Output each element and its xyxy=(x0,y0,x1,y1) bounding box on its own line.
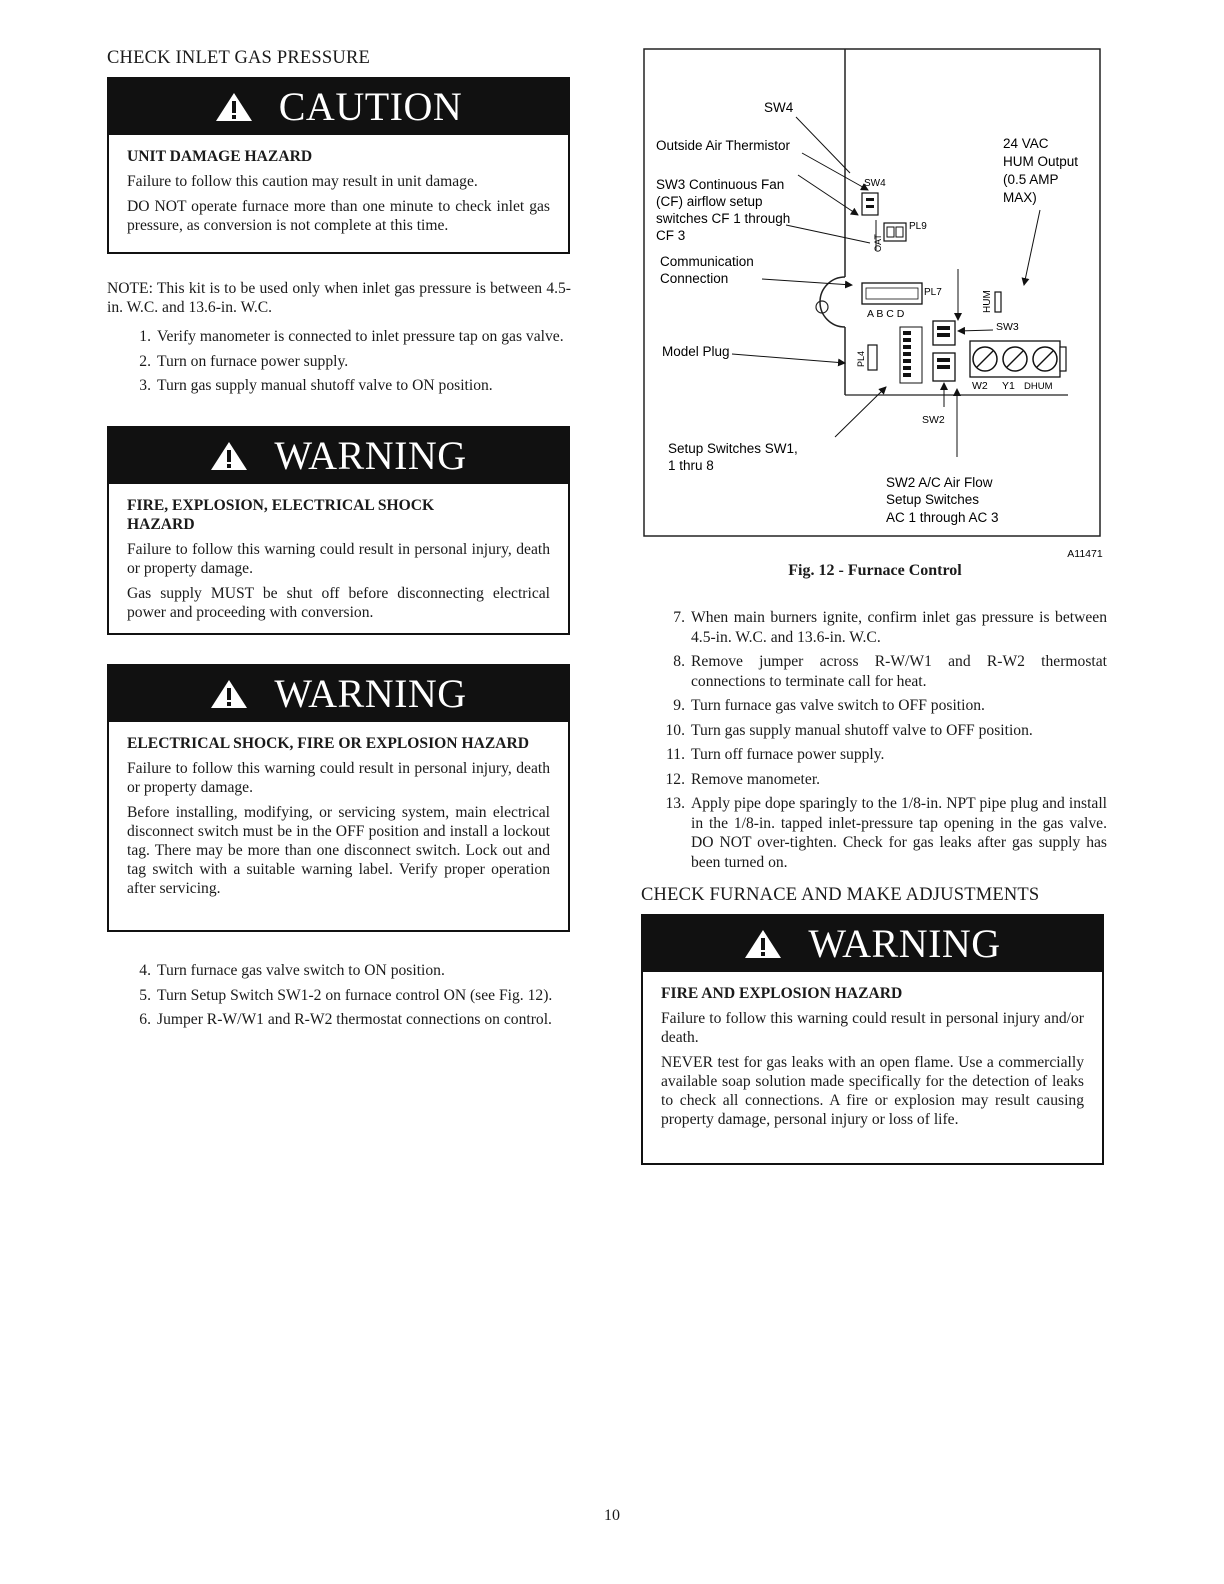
warning-paragraph-2: NEVER test for gas leaks with an open flame. Use a commercially available soap solution made specifically for the detection of leaks to check all connections. A fire or explosion may result causing property damage, personal injury or loss of life. xyxy=(661,1054,1084,1128)
list-item xyxy=(107,1010,571,1030)
label-hum-1: 24 VAC xyxy=(1003,136,1049,151)
section-title-check-furnace: CHECK FURNACE AND MAKE ADJUSTMENTS xyxy=(641,885,1040,905)
list-item xyxy=(641,745,1107,765)
label-pl4: PL4 xyxy=(856,350,866,367)
label-sw2: SW2 xyxy=(922,414,945,426)
warning-triangle-icon xyxy=(215,92,253,122)
label-pl7: PL7 xyxy=(924,287,942,298)
step-text: Turn gas supply manual shutoff valve to OFF position. xyxy=(691,721,1033,739)
hum-terminal xyxy=(995,292,1001,312)
list-item xyxy=(107,376,571,396)
step-number: 5. xyxy=(139,986,151,1004)
list-item xyxy=(641,608,1107,647)
warning-hazard-title: ELECTRICAL SHOCK, FIRE OR EXPLOSION HAZARD xyxy=(127,735,530,752)
caution-hazard-title: UNIT DAMAGE HAZARD xyxy=(127,148,313,165)
step-number: 4. xyxy=(139,962,151,979)
section-title-check-inlet-gas-pressure: CHECK INLET GAS PRESSURE xyxy=(107,48,370,68)
step-number: 12. xyxy=(665,770,685,788)
warning-box-electrical-shock xyxy=(107,664,570,932)
warning-banner xyxy=(643,916,1102,972)
step-number: 3. xyxy=(139,377,151,394)
caution-paragraph-1: Failure to follow this caution may result in unit damage. xyxy=(127,173,478,190)
step-text: Turn on furnace power supply. xyxy=(157,352,349,370)
list-item xyxy=(107,986,571,1006)
warning-banner-text: WARNING xyxy=(808,921,1001,966)
label-sw2-ac-3: AC 1 through AC 3 xyxy=(886,510,999,525)
label-setup-sw1-2: 1 thru 8 xyxy=(668,458,714,473)
label-abcd: A B C D xyxy=(867,308,905,320)
label-sw3-cf-1: SW3 Continuous Fan xyxy=(656,177,785,192)
step-number: 10. xyxy=(665,721,685,739)
label-hum-4: MAX) xyxy=(1003,190,1037,205)
warning-triangle-icon xyxy=(210,441,248,471)
label-sw2-ac-2: Setup Switches xyxy=(886,492,980,507)
list-item xyxy=(641,696,1107,716)
step-number: 2. xyxy=(139,352,151,370)
label-sw3: SW3 xyxy=(996,321,1019,333)
label-dhum: DHUM xyxy=(1024,381,1053,392)
label-pl9: PL9 xyxy=(909,221,927,232)
label-sw3-cf-3: switches CF 1 through xyxy=(656,211,791,226)
warning-hazard-title: FIRE, EXPLOSION, ELECTRICAL SHOCK HAZARD xyxy=(127,497,435,533)
note-paragraph xyxy=(107,279,571,317)
label-sw4-board: SW4 xyxy=(864,178,886,189)
step-text: Verify manometer is connected to inlet pressure tap on gas valve. xyxy=(157,328,564,345)
label-oat: OAT xyxy=(873,234,883,252)
caution-paragraph-2: DO NOT operate furnace more than one minute to check inlet gas pressure, as conversion is not complete at this time. xyxy=(127,198,550,234)
figure-id: A11471 xyxy=(1067,548,1103,560)
warning-paragraph-1: Failure to follow this warning could result in personal injury and/or death. xyxy=(661,1010,1084,1046)
list-item xyxy=(107,327,571,347)
steps-list-7-13 xyxy=(641,608,1107,877)
step-number: 11. xyxy=(666,746,685,763)
step-text: Apply pipe dope sparingly to the 1/8-in. NPT pipe plug and install in the 1/8-in. tapped inlet-pressure tap opening in the gas valve. DO NOT over-tighten. Check for gas leaks after gas supply has been turned on. xyxy=(691,795,1107,871)
warning-paragraph-2: Before installing, modifying, or servicing system, main electrical disconnect switch must be in the OFF position and install a lockout tag. There may be more than one disconnect switch. Lock out and tag switch with a suitable warning label. Verify proper operation after servicing. xyxy=(127,804,550,897)
step-text: Turn gas supply manual shutoff valve to ON position. xyxy=(157,377,493,394)
list-item xyxy=(641,652,1107,691)
caution-banner xyxy=(109,79,568,135)
list-item xyxy=(107,352,571,372)
label-outside-air-thermistor: Outside Air Thermistor xyxy=(656,138,791,153)
label-hum-2: HUM Output xyxy=(1003,154,1079,169)
caution-box xyxy=(107,77,570,254)
list-item xyxy=(641,770,1107,790)
step-text: Turn off furnace power supply. xyxy=(691,746,885,763)
step-text: Turn furnace gas valve switch to OFF position. xyxy=(691,697,985,714)
figure-caption: Fig. 12 - Furnace Control xyxy=(788,562,962,579)
step-text: Remove manometer. xyxy=(691,770,821,788)
steps-list-4-6 xyxy=(107,961,571,1035)
label-w2: W2 xyxy=(972,380,988,392)
caution-banner-text: CAUTION xyxy=(278,84,463,129)
label-hum: HUM xyxy=(982,290,993,313)
warning-banner-text: WARNING xyxy=(274,433,467,478)
steps-list-1-3 xyxy=(107,327,571,401)
label-sw4-top: SW4 xyxy=(764,100,794,115)
step-number: 1. xyxy=(139,328,151,345)
step-text: Remove jumper across R-W/W1 and R-W2 thermostat connections to terminate call for heat. xyxy=(691,653,1107,690)
label-hum-3: (0.5 AMP xyxy=(1003,172,1059,187)
step-text: Jumper R-W/W1 and R-W2 thermostat connections on control. xyxy=(157,1011,552,1028)
list-item xyxy=(107,961,571,981)
warning-banner xyxy=(109,428,568,484)
note-label: NOTE: xyxy=(107,280,153,297)
step-text: Turn Setup Switch SW1-2 on furnace control ON (see Fig. 12). xyxy=(157,986,553,1004)
warning-hazard-title: FIRE AND EXPLOSION HAZARD xyxy=(661,985,903,1002)
label-comm-1: Communication xyxy=(660,254,754,269)
step-number: 13. xyxy=(665,795,685,812)
label-setup-sw1-1: Setup Switches SW1, xyxy=(668,441,798,456)
warning-triangle-icon xyxy=(210,679,248,709)
step-text: Turn furnace gas valve switch to ON position. xyxy=(157,962,445,979)
terminal-block xyxy=(970,341,1066,377)
label-y1: Y1 xyxy=(1002,380,1015,392)
warning-banner-text: WARNING xyxy=(274,671,467,716)
step-number: 9. xyxy=(673,697,685,714)
warning-box-fire-explosion-shock xyxy=(107,426,570,635)
label-model-plug: Model Plug xyxy=(662,344,730,359)
step-text: When main burners ignite, confirm inlet gas pressure is between 4.5-in. W.C. and 13.6-in. W.C. xyxy=(691,609,1107,646)
pl7-connector xyxy=(862,283,922,304)
sw4-switch xyxy=(862,193,878,215)
list-item xyxy=(641,721,1107,741)
warning-box-fire-and-explosion xyxy=(641,914,1104,1165)
label-sw3-cf-2: (CF) airflow setup xyxy=(656,194,763,209)
page-number: 10 xyxy=(604,1507,620,1524)
warning-banner xyxy=(109,666,568,722)
pl4-model-plug xyxy=(868,345,877,370)
warning-triangle-icon xyxy=(744,929,782,959)
label-comm-2: Connection xyxy=(660,271,729,286)
warning-paragraph-2: Gas supply MUST be shut off before disconnecting electrical power and proceeding with conversion. xyxy=(127,585,550,621)
note-text: This kit is to be used only when inlet gas pressure is between 4.5-in. W.C. and 13.6-in. W.C. xyxy=(107,280,571,316)
list-item xyxy=(641,794,1107,872)
label-sw2-ac-1: SW2 A/C Air Flow xyxy=(886,475,993,490)
furnace-control-diagram xyxy=(640,45,1110,570)
step-number: 8. xyxy=(673,653,685,670)
warning-paragraph-1: Failure to follow this warning could result in personal injury, death or property damage. xyxy=(127,541,550,577)
step-number: 6. xyxy=(139,1011,151,1028)
step-number: 7. xyxy=(673,609,685,626)
warning-paragraph-1: Failure to follow this warning could result in personal injury, death or property damage. xyxy=(127,760,550,796)
label-sw3-cf-4: CF 3 xyxy=(656,228,686,243)
